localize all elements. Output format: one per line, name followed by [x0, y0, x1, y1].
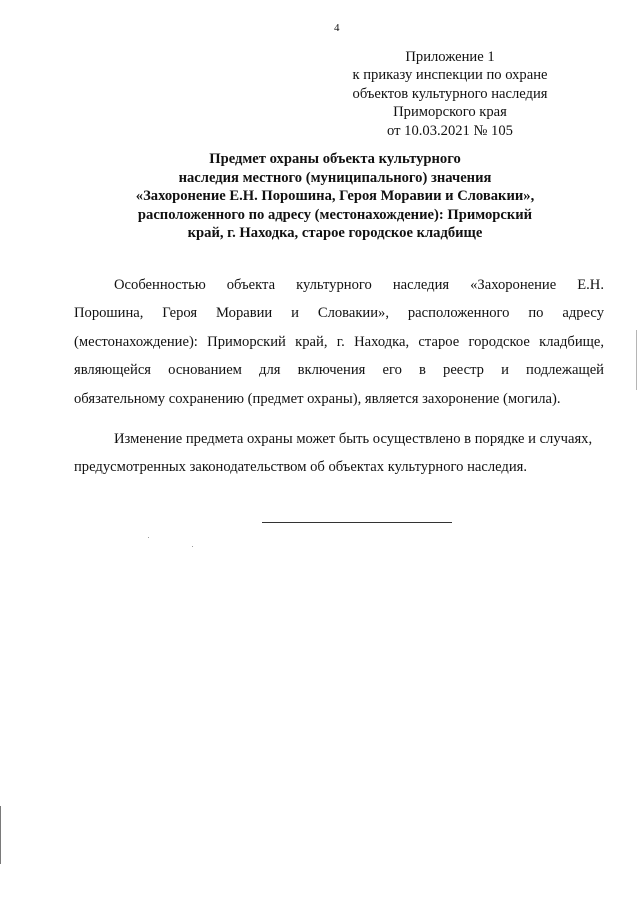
paragraph-line: обязательному сохранению (предмет охраны), является захоронение (могила). [74, 390, 561, 407]
paragraph-line: Порошина, Героя Моравии и Словакии», расположенного по адресу [74, 305, 604, 322]
scan-speck [148, 537, 149, 538]
appendix-line: к приказу инспекции по охране [352, 67, 548, 84]
paragraph-line: Изменение предмета охраны может быть осуществлено в порядке и случаях, [114, 431, 593, 447]
paragraph-line: Особенностью объекта культурного наследия «Захоронение Е.Н. [114, 277, 604, 293]
paragraph-line: предусмотренных законодательством об объектах культурного наследия. [74, 459, 528, 476]
paragraph-protection-subject [74, 271, 604, 413]
title-line: «Захоронение Е.Н. Порошина, Героя Моравии и Словакии», [135, 188, 535, 205]
end-separator-line [262, 522, 452, 523]
paragraph-line: (местонахождение): Приморский край, г. Находка, старое городское кладбище, [74, 333, 604, 350]
scan-edge-mark [0, 806, 1, 864]
paragraph-changes [74, 425, 604, 482]
appendix-block [330, 48, 570, 140]
appendix-line: объектов культурного наследия [352, 85, 548, 102]
title-line: Предмет охраны объекта культурного [209, 151, 461, 167]
paragraph-line: являющейся основанием для включения его в реестр и подлежащей [74, 362, 604, 379]
appendix-date-line: от 10.03.2021 № 105 [387, 122, 513, 139]
title-line: наследия местного (муниципального) значения [178, 169, 492, 186]
appendix-line: Приморского края [393, 104, 507, 121]
appendix-line: Приложение 1 [405, 49, 495, 65]
scan-speck [192, 546, 193, 547]
title-line: край, г. Находка, старое городское кладбище [187, 225, 483, 242]
page-number: 4 [334, 22, 340, 34]
scan-edge-mark [636, 330, 637, 390]
document-title [70, 150, 600, 243]
title-line: расположенного по адресу (местонахождение): Приморский [137, 206, 533, 223]
